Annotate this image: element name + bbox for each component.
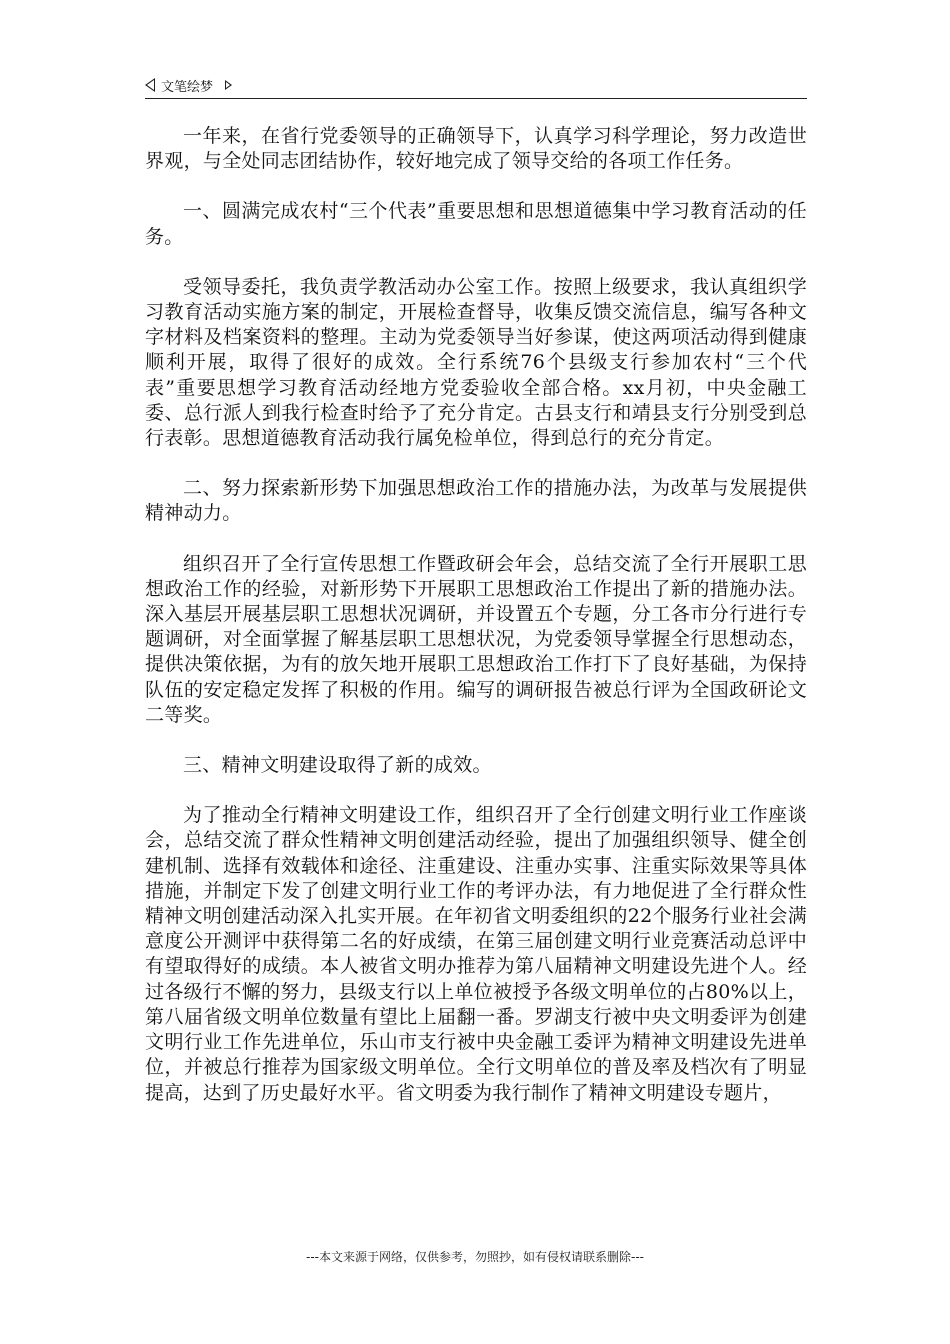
section-heading-2: 二、努力探索新形势下加强思想政治工作的措施办法，为改革与发展提供精神动力。 (145, 477, 807, 525)
page-header (145, 74, 807, 99)
triangle-right-icon (225, 80, 232, 90)
triangle-left-icon (145, 78, 155, 92)
section-heading-3: 三、精神文明建设取得了新的成效。 (183, 754, 492, 777)
brand-name: 文笔绘梦 (161, 79, 214, 95)
paragraph-section-2: 组织召开了全行宣传思想工作暨政研会年会，总结交流了全行开展职工思想政治工作的经验，对新形势下开展职工思想政治工作提出了新的措施办法。深入基层开展基层职工思想状况调研，并设置五个专题，分工各市分行进行专题调研，对全面掌握了解基层职工思想状况，为党委领导掌握全行思想动态，提供决策依据，为有的放矢地开展职工思想政治工作打下了良好基础，为保持队伍的安定稳定发挥了积极的作用。编写的调研报告被总行评为全国政研论文二等奖。 (145, 552, 807, 726)
document-body (145, 124, 807, 1131)
footer-notice: ---本文来源于网络，仅供参考，勿照抄，如有侵权请联系删除--- (306, 1250, 644, 1264)
paragraph-section-3: 为了推动全行精神文明建设工作，组织召开了全行创建文明行业工作座谈会，总结交流了群众性精神文明创建活动经验，提出了加强组织领导、健全创建机制、选择有效载体和途径、注重建设、注重办实事、注重实际效果等具体措施，并制定下发了创建文明行业工作的考评办法，有力地促进了全行群众性精神文明创建活动深入扎实开展。在年初省文明委组织的22个服务行业社会满意度公开测评中获得第二名的好成绩，在第三届创建文明行业竞赛活动总评中有望取得好的成绩。本人被省文明办推荐为第八届精神文明建设先进个人。经过各级行不懈的努力，县级支行以上单位被授予各级文明单位的占80%以上，第八届省级文明单位数量有望比上届翻一番。罗湖支行被中央文明委评为创建文明行业工作先进单位，乐山市支行被中央金融工委评为精神文明建设先进单位，并被总行推荐为国家级文明单位。全行文明单位的普及率及档次有了明显提高，达到了历史最好水平。省文明委为我行制作了精神文明建设专题片， (145, 804, 807, 1104)
section-heading-1: 一、圆满完成农村“三个代表”重要思想和思想道德集中学习教育活动的任务。 (145, 200, 807, 248)
paragraph-section-1: 受领导委托，我负责学教活动办公室工作。按照上级要求，我认真组织学习教育活动实施方案的制定，开展检查督导，收集反馈交流信息，编写各种文字材料及档案资料的整理。主动为党委领导当好参谋，使这两项活动得到健康顺利开展，取得了很好的成效。全行系统76个县级支行参加农村“三个代表”重要思想学习教育活动经地方党委验收全部合格。xx月初，中央金融工委、总行派人到我行检查时给予了充分肯定。古县支行和靖县支行分别受到总行表彰。思想道德教育活动我行属免检单位，得到总行的充分肯定。 (145, 275, 807, 450)
paragraph-intro: 一年来，在省行党委领导的正确领导下，认真学习科学理论，努力改造世界观，与全处同志团结协作，较好地完成了领导交给的各项工作任务。 (145, 125, 807, 173)
brand (145, 74, 232, 96)
